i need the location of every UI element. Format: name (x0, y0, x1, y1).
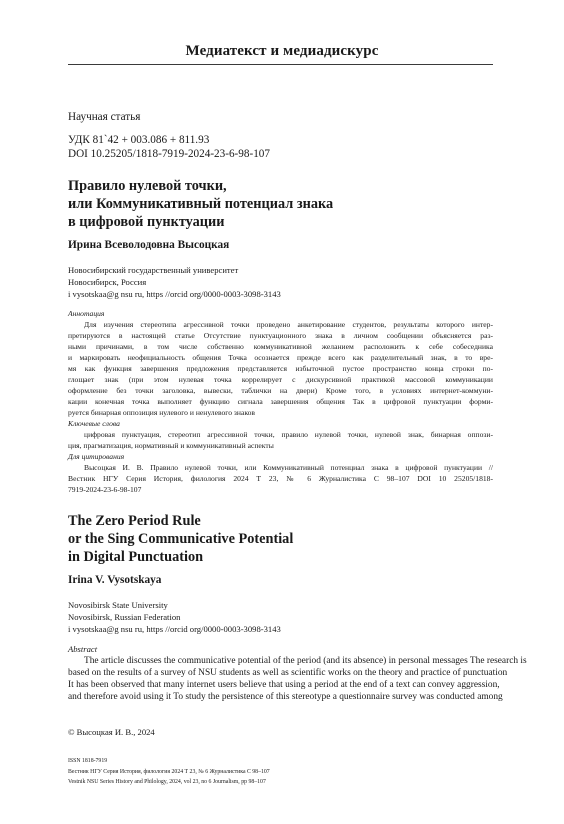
keywords-line: цифровая пунктуация, стереотип агрессивной точки, правило нулевой точки, нулевой знак, бинарная оппози- (84, 430, 493, 439)
header-rule (68, 64, 493, 65)
title-en-line: in Digital Punctuation (68, 549, 204, 565)
title-en-line: or the Sing Communicative Potential (68, 531, 294, 547)
doi: DOI 10.25205/1818-7919-2024-23-6-98-107 (68, 148, 270, 160)
citation-heading: Для цитирования (68, 452, 125, 461)
abstract-heading: Abstract (68, 644, 98, 654)
affiliation-email: i vysotskaa@g nsu ru, https //orcid org/0000-0003-3098-3143 (68, 289, 281, 299)
author-ru: Ирина Всеволодовна Высоцкая (68, 239, 230, 251)
keywords-line: ция, прагматизация, нормативный и коммуникативный аспекты (68, 441, 274, 450)
affiliation-line: Novosibirsk, Russian Federation (68, 612, 181, 622)
title-ru-line: в цифровой пунктуации (68, 214, 225, 230)
footer-en: Vestnik NSU Series History and Philology, 2024, vol 23, no 6 Journalism, pp 98–107 (68, 779, 266, 785)
abstract-line: претируются в настоящей статье Отсутствие пунктуационного знака в личном сообщении объясняется раз- (68, 331, 493, 340)
abstract-line: глощает знак (при этом нулевая точка коррелирует с дискурсивной практикой массовой коммуникации (68, 375, 493, 384)
affiliation-email: i vysotskaa@g nsu ru, https //orcid org/0000-0003-3098-3143 (68, 624, 281, 634)
abstract-line: и маркировать неофициальность общения Точка осознается прежде всего как разделительный знак, в то вре- (68, 353, 493, 362)
copyright: © Высоцкая И. В., 2024 (68, 727, 155, 737)
abstract-line: оформление без точки заголовка, вывески, таблички на двери) Кроме того, в условиях интернет-коммуни- (68, 386, 493, 395)
citation-line: Вестник НГУ Серия История, филология 2024 Т 23, № 6 Журналистика С 98–107 DOI 10 25205/1818- (68, 474, 493, 483)
keywords-heading: Ключевые слова (68, 419, 120, 428)
title-ru-line: или Коммуникативный потенциал знака (68, 196, 334, 212)
abstract-line: Для изучения стереотипа агрессивной точки проведено анкетирование студентов, результаты которого интер- (84, 320, 493, 329)
abstract-line: The article discusses the communicative potential of the period (and its absence) in personal messages The research is (84, 656, 527, 666)
citation-line: 7919-2024-23-6-98-107 (68, 485, 142, 494)
abstract-line: руется бинарная оппозиция нулевого и ненулевого знаков (68, 408, 256, 417)
title-ru-line: Правило нулевой точки, (68, 178, 227, 194)
udc-code: УДК 81`42 + 003.086 + 811.93 (68, 134, 210, 146)
abstract-line: мя как функция завершения предложения представляется избыточной пустое пространство конца строки по- (68, 364, 493, 373)
affiliation-line: Novosibirsk State University (68, 600, 168, 610)
running-header: Медиатекст и медиадискурс (185, 43, 379, 59)
footer-issn: ISSN 1818-7919 (68, 758, 108, 764)
title-en-line: The Zero Period Rule (68, 513, 201, 529)
affiliation-line: Новосибирский государственный университет (68, 265, 239, 275)
abstract-heading: Аннотация (68, 309, 105, 318)
abstract-line: and therefore avoid using it To study the persistence of this stereotype a questionnaire survey was conducted among (68, 692, 503, 702)
abstract-line: based on the results of a survey of NSU students as well as scientific works on the theory and practice of punctuation (68, 668, 508, 678)
author-en: Irina V. Vysotskaya (68, 574, 162, 586)
abstract-line: кации конечная точка выполняет функцию сигнала завершения общения Так в цифровой пунктуации форми- (68, 397, 493, 406)
abstract-line: It has been observed that many internet users believe that using a period at the end of a text can convey aggression, (68, 680, 500, 690)
citation-line: Высоцкая И. В. Правило нулевой точки, или Коммуникативный потенциал знака в цифровой пунктуации // (84, 463, 493, 472)
footer-ru: Вестник НГУ Серия История, филология 2024 Т 23, № 6 Журналистика С 98–107 (68, 769, 270, 775)
article-type: Научная статья (68, 111, 141, 123)
abstract-line: ными причинами, в том числе собственно коммуникативной желанием расположить к себе собеседника (68, 342, 493, 351)
affiliation-line: Новосибирск, Россия (68, 277, 147, 287)
